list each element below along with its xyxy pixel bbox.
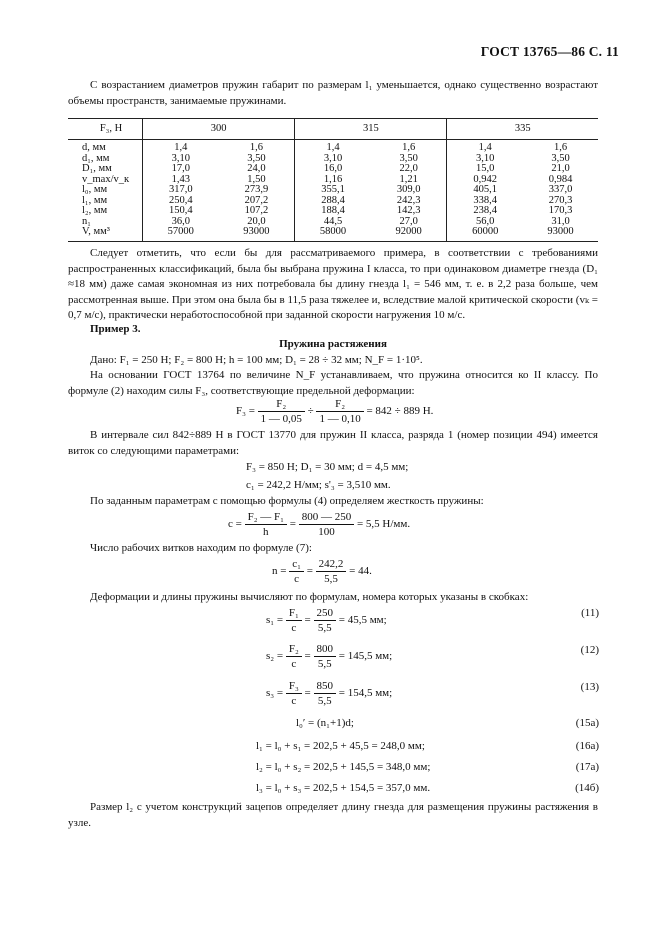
table-cell: 93000: [523, 227, 598, 241]
table-group-header: 300: [143, 119, 295, 140]
table-cell: 3,50: [551, 152, 570, 164]
paragraph-turns: Число рабочих витков находим по формуле (7):: [90, 542, 312, 554]
table-cell: 1,4: [447, 140, 523, 154]
row-label: l₁, мм: [82, 194, 108, 206]
table-cell: 107,2: [244, 205, 269, 216]
equation-number: (16а): [575, 740, 599, 752]
equation-number: (17а): [575, 761, 599, 773]
table-row: [68, 227, 598, 241]
formula-rhs: = 5,5 Н/мм.: [356, 518, 411, 531]
table-cell: 58000: [295, 227, 371, 241]
fraction-denominator: c: [291, 622, 297, 634]
table-cell: 270,3: [548, 194, 573, 206]
table-group-header: 315: [295, 119, 447, 140]
equation-number: (14б): [575, 782, 599, 794]
table-cell: 188,4: [295, 206, 371, 217]
fraction-denominator: 5,5: [317, 695, 332, 707]
fraction-denominator: 5,5: [324, 573, 338, 585]
table-cell: 27,0: [399, 215, 418, 227]
fraction-denominator: c: [294, 573, 300, 585]
formula-operator: =: [306, 565, 313, 578]
table-cell: 338,4: [447, 196, 523, 207]
params-line-2: c₁ = 242,2 Н/мм; s'₃ = 3,510 мм.: [246, 479, 391, 491]
table-row: [68, 140, 598, 154]
formula-rhs: = 44.: [349, 565, 372, 578]
table-cell: 0,984: [548, 173, 573, 185]
table-cell: 56,0: [447, 217, 523, 228]
table-cell: 1,43: [143, 175, 219, 186]
paragraph-interval: В интервале сил 842÷889 Н в ГОСТ 13770 для пружин II класса, разряда 1 (номер позиции 494) имеется виток со следующими параметрами:: [68, 429, 598, 457]
fraction-denominator: 1 — 0,10: [319, 413, 361, 425]
fraction-numerator: 250: [314, 607, 337, 621]
table-cell: 36,0: [143, 217, 219, 228]
table-cell: 238,4: [447, 206, 523, 217]
params-line-1: F₃ = 850 Н; D₁ = 30 мм; d = 4,5 мм;: [246, 461, 409, 473]
fraction-denominator: c: [291, 695, 297, 707]
table-group-header: 335: [447, 119, 598, 140]
final-paragraph: Размер l₂ с учетом конструкций зацепов определяет длину гнезда для размещения пружины растяжения в узле.: [68, 801, 598, 829]
given-data: Дано: F₁ = 250 Н; F₂ = 800 Н; h = 100 мм; D₁ = 28 ÷ 32 мм; N_F = 1·10⁵.: [90, 354, 423, 366]
table-cell: 337,0: [548, 184, 573, 195]
fraction-numerator: 242,2: [316, 558, 347, 572]
table-cell: 16,0: [295, 164, 371, 175]
table-cell: 1,4: [143, 140, 219, 154]
table-cell: 1,4: [295, 140, 371, 154]
fraction-denominator: h: [263, 526, 269, 538]
table-cell: 93000: [219, 227, 295, 241]
fraction-numerator: F₂: [286, 643, 302, 657]
table-cell: 44,5: [295, 217, 371, 228]
table-cell: 309,0: [396, 184, 421, 195]
table-cell: 250,4: [143, 196, 219, 207]
table-cell: 3,10: [447, 154, 523, 165]
row-label: d, мм: [82, 142, 106, 153]
table-row: [68, 164, 598, 175]
table-cell: 1,21: [399, 173, 418, 185]
fraction-numerator: F₂: [316, 398, 363, 412]
formula-l1: l₁ = l₀ + s₁ = 202,5 + 45,5 = 248,0 мм;: [256, 740, 425, 752]
row-label: l₀, мм: [82, 184, 108, 195]
fraction-denominator: 5,5: [317, 658, 332, 670]
table-cell: 20,0: [247, 215, 266, 227]
table-cell: 207,2: [244, 194, 269, 206]
equation-number: (12): [580, 644, 599, 656]
formula-operator: ÷: [307, 405, 314, 418]
table-row: [68, 185, 598, 196]
formula-operator: =: [304, 614, 311, 627]
table-cell: 57000: [143, 227, 219, 241]
formula-operator: =: [304, 650, 311, 663]
formula-rhs: = 45,5 мм;: [338, 614, 387, 627]
fraction-numerator: F₂ — F₁: [245, 511, 287, 525]
row-label: d₁, мм: [82, 152, 110, 164]
table-cell: 0,942: [447, 175, 523, 186]
table-cell: 242,3: [396, 194, 421, 206]
table-cell: 1,6: [402, 142, 416, 153]
table-cell: 21,0: [551, 163, 570, 174]
table-cell: 150,4: [143, 206, 219, 217]
row-label: n₁: [82, 215, 91, 227]
table-corner-label: F₃, Н: [68, 119, 143, 140]
paragraph-deformations: Деформации и длины пружины вычисляют по формулам, номера которых указаны в скобках:: [90, 591, 529, 603]
row-label: V, мм³: [68, 227, 143, 241]
table-cell: 142,3: [396, 205, 421, 216]
table-cell: 170,3: [548, 205, 573, 216]
fraction-numerator: F₂: [258, 398, 305, 412]
table-cell: 1,6: [553, 142, 568, 153]
fraction-numerator: 850: [314, 680, 337, 694]
table-cell: 273,9: [244, 184, 269, 195]
table-cell: 1,6: [249, 142, 263, 153]
paragraph-stiffness: По заданным параметрам с помощью формулы (4) определяем жесткость пружины:: [90, 495, 484, 507]
intro-paragraph: С возрастанием диаметров пружин габарит по размерам l₁ уменьшается, однако существенно возрастают объемы пространств, занимаемые пружинами.: [68, 79, 598, 107]
table-cell: 22,0: [399, 163, 418, 174]
page-header: ГОСТ 13765—86 С. 11: [480, 44, 619, 59]
formula-n: [272, 558, 372, 585]
equation-number: (11): [581, 607, 599, 619]
table-cell: 92000: [371, 227, 447, 241]
spring-parameters-table: [68, 118, 598, 242]
fraction-denominator: c: [291, 658, 297, 670]
table-cell: 1,16: [295, 175, 371, 186]
table-cell: 3,50: [247, 152, 266, 164]
table-cell: 24,0: [247, 163, 266, 174]
formula-lhs: n =: [272, 565, 287, 578]
table-cell: 1,50: [247, 173, 266, 185]
table-cell: 3,50: [399, 152, 418, 164]
formula-lhs: c =: [228, 518, 242, 531]
fraction-numerator: F₃: [286, 680, 302, 694]
equation-number: (13): [580, 681, 599, 693]
formula-s2: [266, 643, 392, 670]
table-header-row: [68, 119, 598, 140]
formula-l0: l₀′ = (n₁+1)d;: [296, 717, 354, 729]
fraction-denominator: 100: [318, 526, 335, 538]
row-label: D₁, мм: [82, 163, 112, 174]
formula-lhs: F₃ =: [236, 405, 255, 418]
formula-rhs: = 842 ÷ 889 Н.: [366, 405, 434, 418]
table-cell: 288,4: [295, 196, 371, 207]
table-cell: 355,1: [295, 185, 371, 196]
row-label: v_max/v_к: [82, 173, 130, 185]
paragraph-class: На основании ГОСТ 13764 по величине N_F устанавливаем, что пружина относится ко II классу. По формуле (2) находим силы F₃, соответствующие предельной деформации:: [68, 369, 598, 397]
fraction-numerator: F₁: [286, 607, 302, 621]
equation-number: (15а): [575, 717, 599, 729]
fraction-denominator: 5,5: [317, 622, 332, 634]
formula-l2: l₂ = l₀ + s₂ = 202,5 + 145,5 = 348,0 мм;: [256, 761, 431, 773]
formula-lhs: s₂ =: [266, 650, 284, 663]
example-title: Пример 3.: [90, 323, 141, 335]
fraction-numerator: c₁: [289, 558, 304, 572]
formula-rhs: = 145,5 мм;: [338, 650, 393, 663]
table-cell: 60000: [447, 227, 523, 241]
table-cell: 31,0: [551, 215, 570, 227]
table-cell: 317,0: [143, 185, 219, 196]
table-cell: 15,0: [447, 164, 523, 175]
fraction-denominator: 1 — 0,05: [260, 413, 302, 425]
row-label: l₂, мм: [82, 205, 108, 216]
table-cell: 3,10: [295, 154, 371, 165]
fraction-numerator: 800 — 250: [299, 511, 355, 525]
formula-operator: =: [289, 518, 296, 531]
formula-f3: [236, 398, 433, 425]
formula-lhs: s₁ =: [266, 614, 284, 627]
formula-lhs: s₃ =: [266, 687, 284, 700]
formula-s1: [266, 607, 387, 634]
formula-s3: [266, 680, 392, 707]
formula-l3: l₃ = l₀ + s₃ = 202,5 + 154,5 = 357,0 мм.: [256, 782, 431, 794]
fraction-numerator: 800: [314, 643, 337, 657]
table-cell: 405,1: [447, 185, 523, 196]
table-cell: 17,0: [143, 164, 219, 175]
spring-title: Пружина растяжения: [279, 338, 387, 350]
table-row: [68, 206, 598, 217]
note-paragraph: Следует отметить, что если бы для рассматриваемого примера, в соответствии с требованиями распространенных классификаций, была бы выбрана пружина I класса, то при одинаковом диаметре гнезда (D₁ ≈18 мм) даже самая экономная из них потребовала бы длину гнезда l₁ = 546 мм, т. е. в 2,2 раза больше, чем рассмотренная выше. При этом она была бы в 11,5 раза тяжелее и, вследствие малой критической скорости (vₖ = 0,7 м/с), практически неработоспособной при заданной скорости нагружения 10 м/с.: [68, 247, 598, 322]
formula-c: [228, 511, 410, 538]
formula-rhs: = 154,5 мм;: [338, 687, 393, 700]
formula-operator: =: [304, 687, 311, 700]
table-cell: 3,10: [143, 154, 219, 165]
